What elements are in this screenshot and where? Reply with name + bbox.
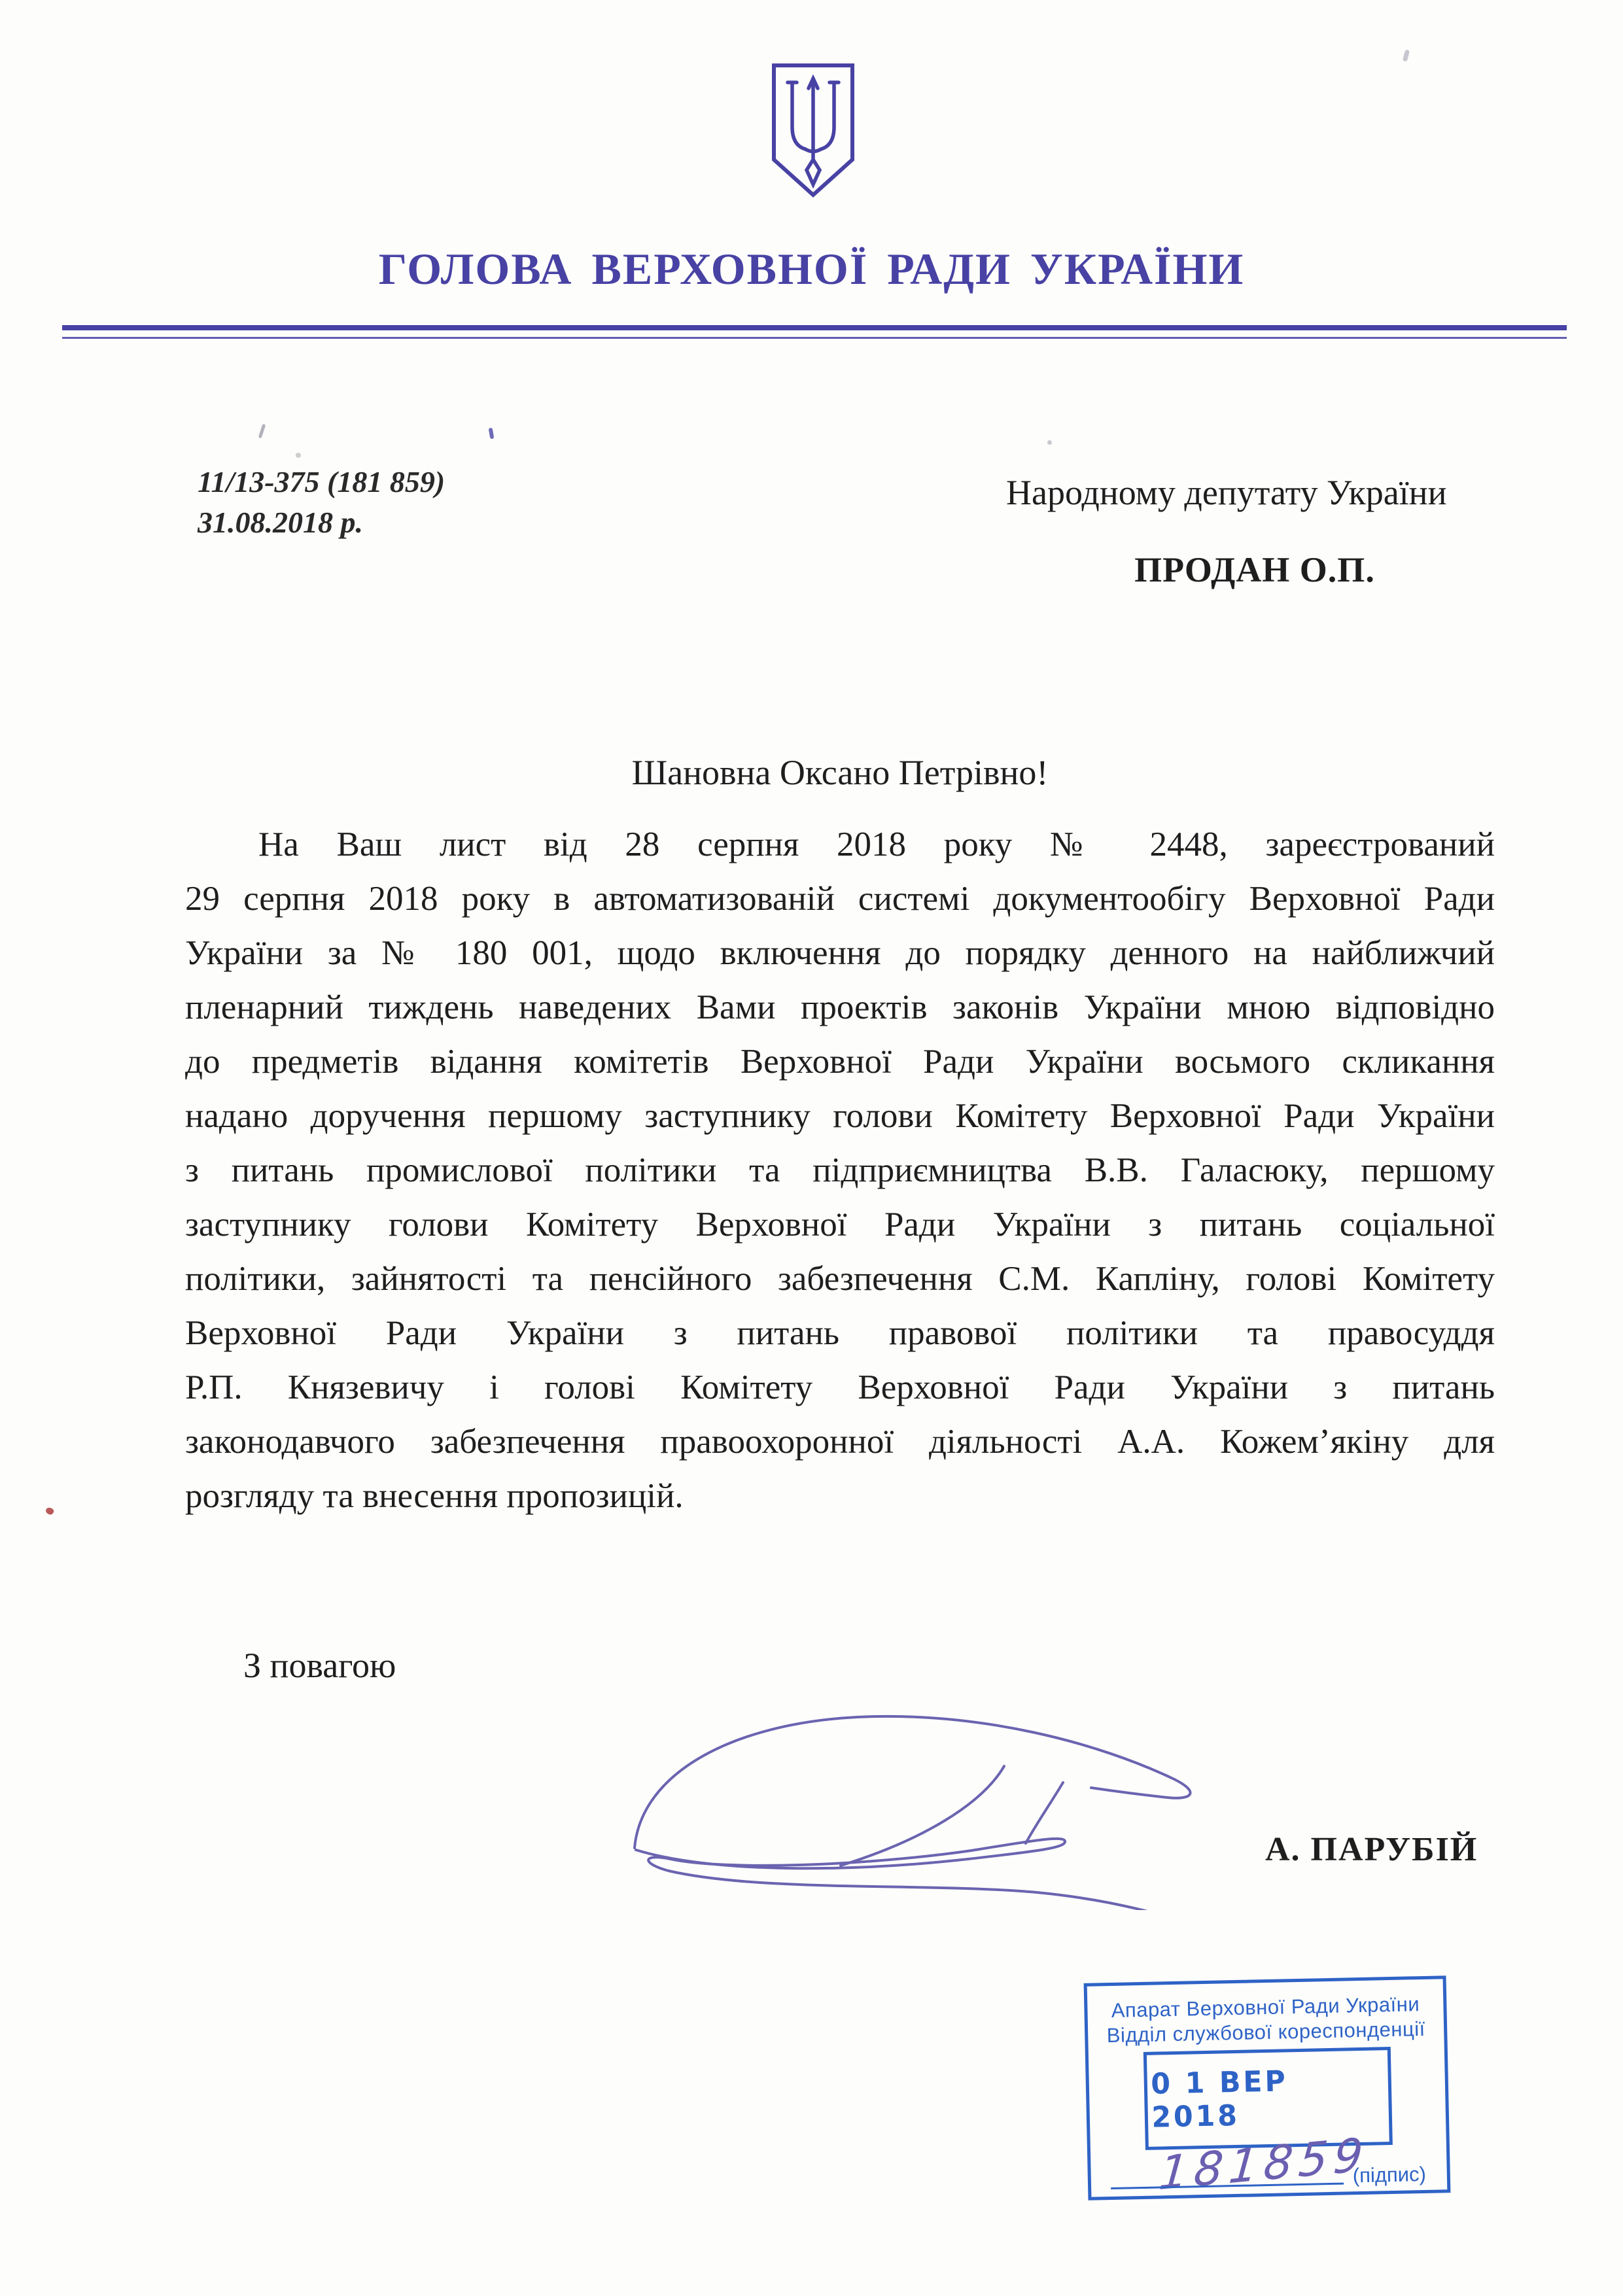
scan-artifact — [1047, 440, 1052, 445]
letterhead-rule-thin — [62, 337, 1567, 339]
scan-artifact — [44, 1506, 54, 1516]
closing-salutation: З повагою — [243, 1646, 396, 1685]
registration-stamp — [1084, 1975, 1451, 2200]
body-line: пленарний тиждень наведених Вами проектів законів України мною відповідно — [185, 988, 1495, 1026]
coat-of-arms-icon — [767, 61, 859, 200]
recipient-name: ПРОДАН О.П. — [1134, 550, 1375, 589]
reference-date: 31.08.2018 р. — [198, 506, 363, 539]
stamp-org-line1: Апарат Верховної Ради України — [1111, 1992, 1420, 2022]
scan-artifact — [296, 453, 301, 458]
stamp-org-line2: Відділ службової кореспонденції — [1106, 2017, 1425, 2047]
stamp-handwritten-number: 181859 — [1157, 2127, 1371, 2201]
body-line: законодавчого забезпечення правоохоронної діяльності А.А. Кожем’якіну для — [185, 1423, 1495, 1461]
letterhead-title: ГОЛОВА ВЕРХОВНОЇ РАДИ УКРАЇНИ — [378, 244, 1245, 294]
body-line: надано доручення першому заступнику голови Комітету Верховної Ради України — [185, 1097, 1495, 1135]
scan-artifact — [489, 428, 495, 440]
letter-body — [185, 818, 1495, 1523]
recipient-block — [1006, 472, 1503, 590]
stamp-signature-label: (підпис) — [1352, 2162, 1427, 2187]
body-line: заступнику голови Комітету Верховної Ради України з питань соціальної — [185, 1206, 1495, 1244]
body-line: з питань промислової політики та підприємництва В.В. Галасюку, першому — [185, 1151, 1495, 1189]
reference-block — [198, 462, 445, 543]
body-line: політики, зайнятості та пенсійного забезпечення С.М. Капліну, голові Комітету — [185, 1260, 1495, 1298]
body-line: Р.П. Князевичу і голові Комітету Верховної Ради України з питань — [185, 1368, 1495, 1406]
letterhead-rule-thick — [62, 325, 1567, 330]
recipient-role: Народному депутату України — [1006, 473, 1447, 512]
body-line: 29 серпня 2018 року в автоматизованій системі документообігу Верховної Ради — [185, 880, 1495, 918]
scan-artifact — [258, 424, 266, 438]
stamp-date: 0 1 ВЕР 2018 — [1150, 2064, 1289, 2134]
scan-artifact — [1403, 49, 1410, 61]
signer-name: А. ПАРУБІЙ — [1265, 1831, 1478, 1868]
body-line: розгляду та внесення пропозицій. — [185, 1477, 684, 1515]
body-line: На Ваш лист від 28 серпня 2018 року № 2448, зареєстрований — [258, 826, 1495, 863]
reference-number: 11/13-375 (181 859) — [198, 465, 445, 498]
body-line: Верховної Ради України з питань правової політики та правосуддя — [185, 1314, 1495, 1352]
body-line: до предметів відання комітетів Верховної Ради України восьмого скликання — [185, 1043, 1495, 1081]
signature-autograph — [615, 1694, 1223, 1910]
body-line: України за № 180 001, щодо включення до порядку денного на найближчий — [185, 934, 1495, 972]
salutation: Шановна Оксано Петрівно! — [631, 753, 1049, 792]
